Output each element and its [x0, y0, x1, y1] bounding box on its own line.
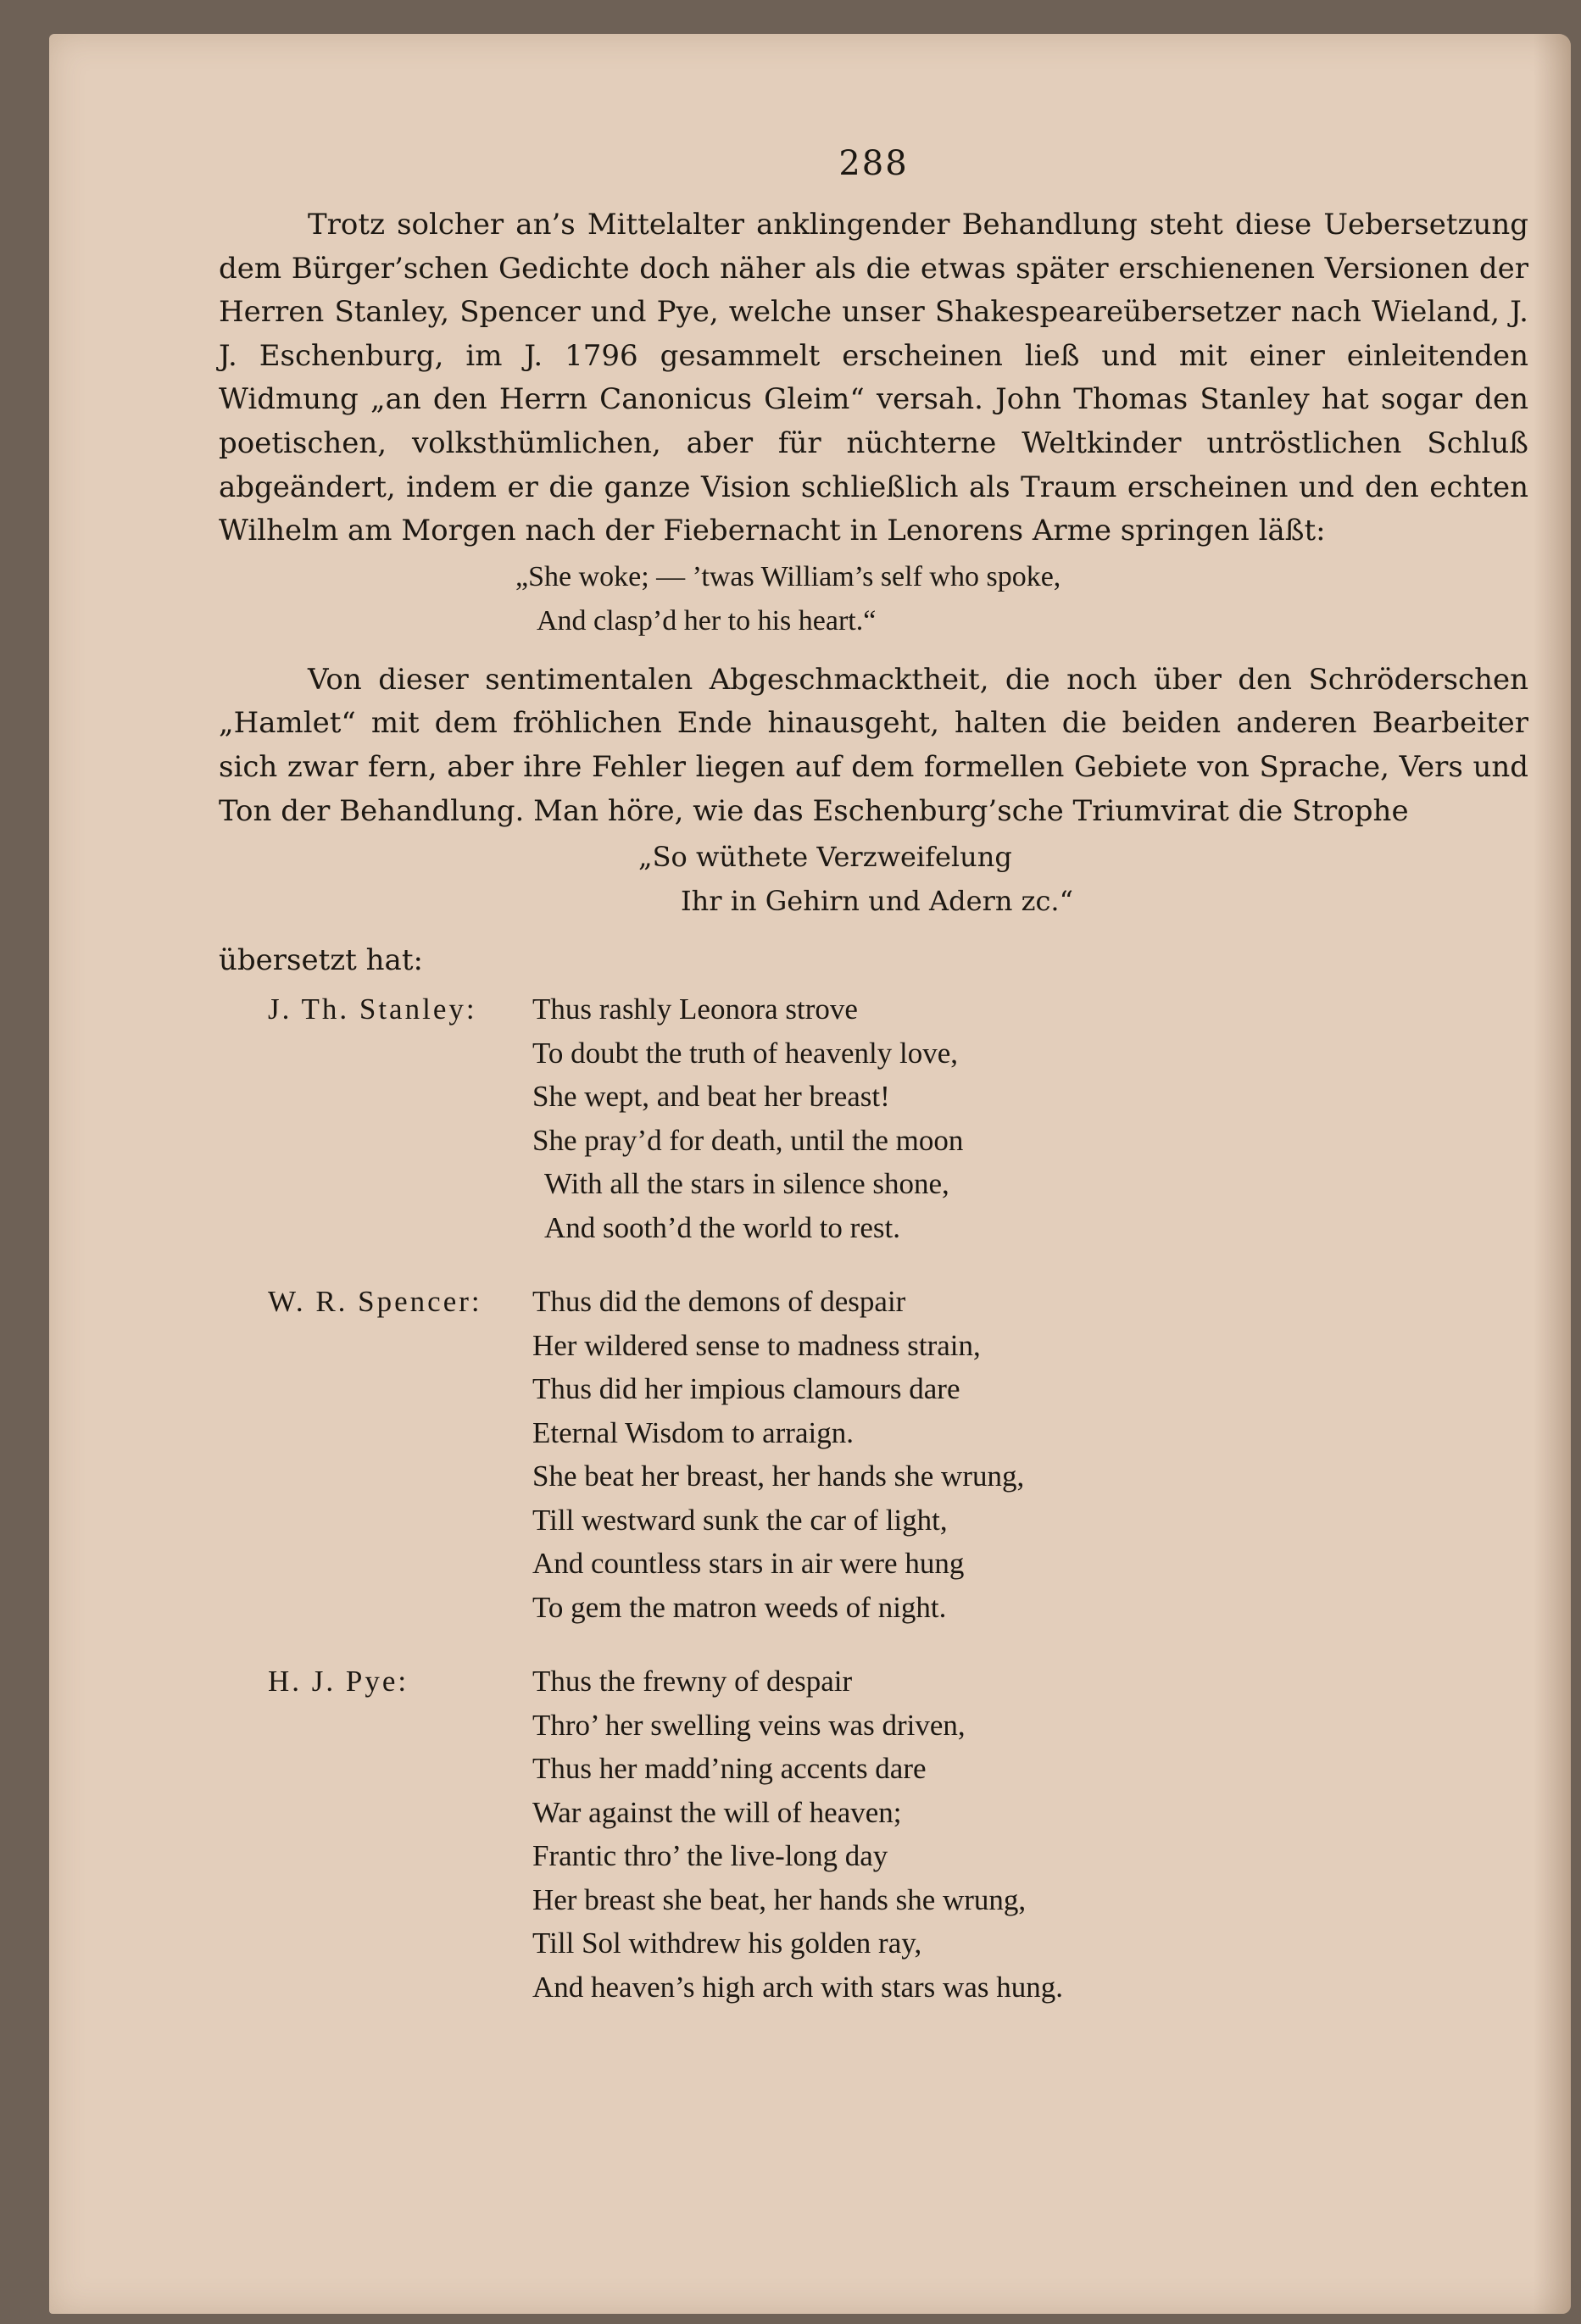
- quote-buerger-stanza: [219, 835, 1528, 923]
- verse-line: Till westward sunk the car of light,: [532, 1503, 948, 1537]
- verse-line: And heaven’s high arch with stars was hung.: [532, 1970, 1063, 2004]
- translator-name: W. R. Spencer:: [268, 1285, 482, 1319]
- translation-stanley: [219, 987, 1528, 1249]
- quote-line: „So wüthete Verzweifelung: [638, 841, 1012, 874]
- verse-line: Till Sol withdrew his golden ray,: [532, 1926, 922, 1960]
- verse-line: And countless stars in air were hung: [532, 1547, 965, 1581]
- translator-name: J. Th. Stanley:: [268, 992, 477, 1026]
- translation-spencer: [219, 1280, 1528, 1629]
- verse-line: With all the stars in silence shone,: [544, 1167, 949, 1201]
- verse-line: She wept, and beat her breast!: [532, 1080, 890, 1114]
- translator-name: H. J. Pye:: [268, 1665, 409, 1699]
- paragraph-1: Trotz solcher an’s Mittelalter anklingender Behandlung steht diese Uebersetzung dem Bürger’schen Gedichte doch näher als die etwas später erschienenen Versionen der Herren Stanley, Spencer und Pye, welche unser Shakespeareübersetzer nach Wieland, J. J. Eschenburg, im J. 1796 gesammelt erscheinen ließ und mit einer einleitenden Widmung „an den Herrn Canonicus Gleim“ versah. John Thomas Stanley hat sogar den poetischen, volksthümlichen, aber für nüchterne Weltkinder untröstlichen Schluß abgeändert, indem er die ganze Vision schließlich als Traum erscheinen und den echten Wilhelm am Morgen nach der Fiebernacht in Lenorens Arme springen läßt:: [219, 208, 1528, 548]
- verse-line: Thus rashly Leonora strove: [532, 992, 858, 1026]
- verse: [515, 1280, 1024, 1629]
- verse-line: Eternal Wisdom to arraign.: [532, 1415, 854, 1449]
- verse-line: She pray’d for death, until the moon: [532, 1123, 964, 1157]
- quote-line: „She woke; — ’twas William’s self who spoke,: [515, 560, 1061, 592]
- verse-line: Thus did the demons of despair: [532, 1285, 906, 1319]
- verse-line: Her breast she beat, her hands she wrung,: [532, 1882, 1027, 1916]
- paragraph-2: Von dieser sentimentalen Abgeschmacktheit, die noch über den Schröderschen „Hamlet“ mit dem fröhlichen Ende hinausgeht, halten die beiden anderen Bearbeiter sich zwar fern, aber ihre Fehler liegen auf dem formellen Gebiete von Sprache, Vers und Ton der Behandlung. Man höre, wie das Eschenburg’sche Triumvirat die Strophe: [219, 662, 1528, 828]
- quote-line: And clasp’d her to his heart.“: [537, 604, 877, 637]
- verse: [515, 987, 963, 1249]
- verse-line: Her wildered sense to madness strain,: [532, 1328, 981, 1362]
- quote-line: Ihr in Gehirn und Adern zc.“: [681, 885, 1073, 918]
- translation-pye: [219, 1660, 1528, 2009]
- page-number: 288: [838, 144, 909, 183]
- page-content: [219, 144, 1528, 2039]
- verse-line: To doubt the truth of heavenly love,: [532, 1036, 959, 1070]
- page-edge: [1534, 34, 1571, 2314]
- verse-line: Thus her madd’ning accents dare: [532, 1752, 927, 1786]
- verse-line: Thro’ her swelling veins was driven,: [532, 1708, 966, 1742]
- verse-line: And sooth’d the world to rest.: [544, 1210, 900, 1244]
- verse-line: She beat her breast, her hands she wrung,: [532, 1459, 1025, 1493]
- verse-line: War against the will of heaven;: [532, 1795, 902, 1829]
- quote-stanley: [219, 555, 1528, 643]
- verse-line: Frantic thro’ the live-long day: [532, 1839, 888, 1873]
- verse-line: Thus did her impious clamours dare: [532, 1372, 960, 1406]
- book-page: [49, 34, 1571, 2314]
- verse-line: To gem the matron weeds of night.: [532, 1590, 947, 1624]
- uebersetzt-label: übersetzt hat:: [219, 943, 423, 978]
- verse: [515, 1660, 1063, 2009]
- verse-line: Thus the frewny of despair: [532, 1665, 853, 1699]
